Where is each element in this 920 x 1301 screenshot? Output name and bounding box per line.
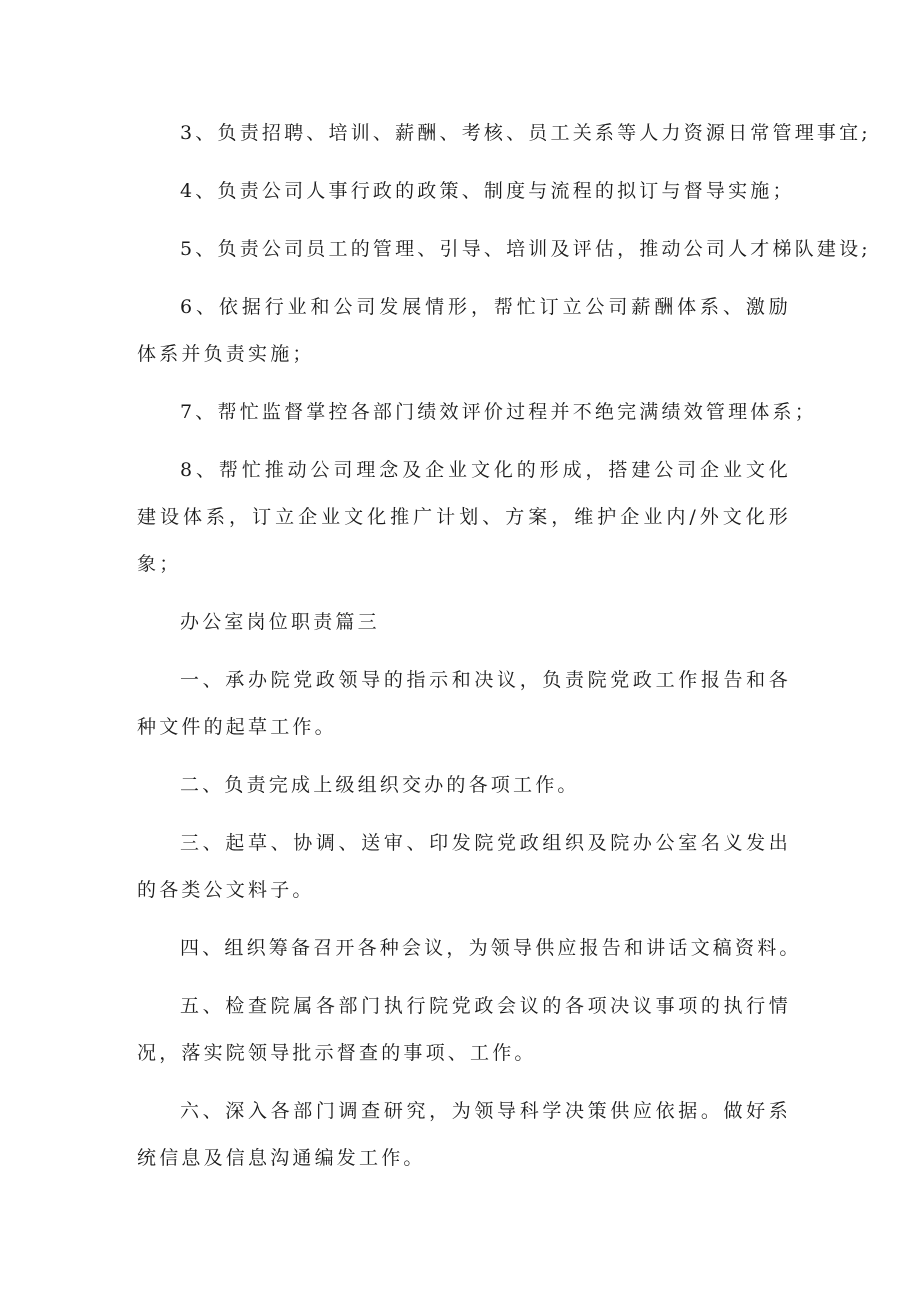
paragraph-duty-5: 五、检查院属各部门执行院党政会议的各项决议事项的执行情况，落实院领导批示督查的事项、工作。 (137, 995, 791, 1064)
section-heading: 办公室岗位职责篇三 (180, 611, 380, 633)
paragraph-item-3: 3、负责招聘、培训、薪酬、考核、员工关系等人力资源日常管理事宜; (180, 122, 871, 144)
paragraph-item-7: 7、帮忙监督掌控各部门绩效评价过程并不绝完满绩效管理体系； (180, 401, 817, 423)
paragraph-item-8: 8、帮忙推动公司理念及企业文化的形成，搭建公司企业文化建设体系，订立企业文化推广计划、方案，维护企业内/外文化形象； (137, 459, 791, 575)
paragraph-item-6: 6、依据行业和公司发展情形，帮忙订立公司薪酬体系、激励体系并负责实施； (137, 296, 791, 365)
paragraph-duty-6: 六、深入各部门调查研究，为领导科学决策供应依据。做好系统信息及信息沟通编发工作。 (137, 1100, 791, 1169)
paragraph-duty-3: 三、起草、协调、送审、印发院党政组织及院办公室名义发出的各类公文料子。 (137, 832, 791, 901)
paragraph-duty-2: 二、负责完成上级组织交办的各项工作。 (180, 774, 580, 796)
paragraph-duty-1: 一、承办院党政领导的指示和决议，负责院党政工作报告和各种文件的起草工作。 (137, 669, 791, 738)
paragraph-item-5: 5、负责公司员工的管理、引导、培训及评估，推动公司人才梯队建设; (180, 238, 871, 260)
paragraph-item-4: 4、负责公司人事行政的政策、制度与流程的拟订与督导实施； (180, 180, 795, 202)
paragraph-duty-4: 四、组织筹备召开各种会议，为领导供应报告和讲话文稿资料。 (180, 937, 802, 959)
body-text (137, 110, 871, 1182)
